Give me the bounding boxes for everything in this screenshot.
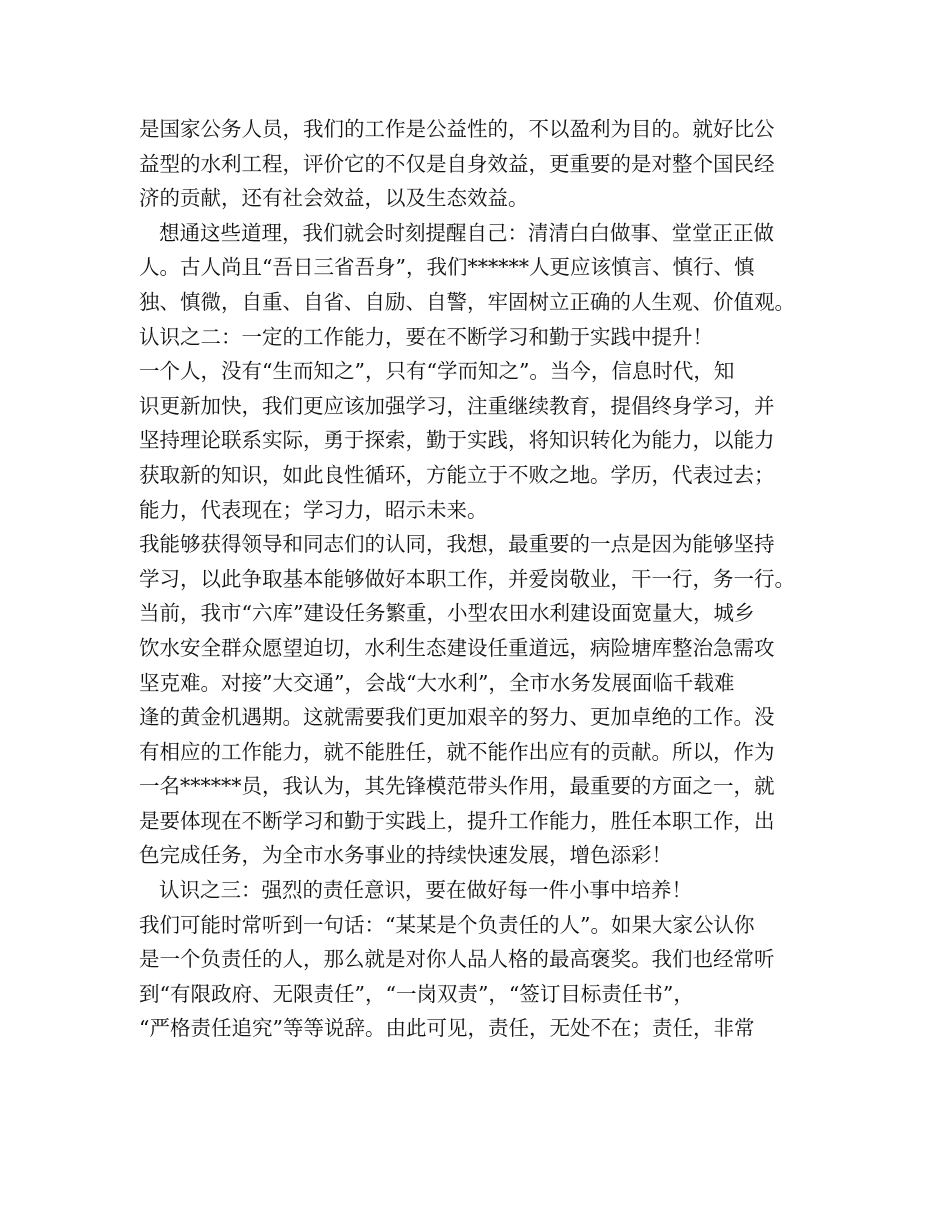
text-line: 我们可能时常听到一句话：“某某是个负责任的人”。如果大家公认你 xyxy=(139,912,755,937)
text-line: 独、慎微，自重、自省、自励、自警，牢固树立正确的人生观、价值观。 xyxy=(139,289,795,314)
text-line: 坚持理论联系实际，勇于探索，勤于实践，将知识转化为能力，以能力 xyxy=(139,428,775,453)
text-line: 色完成任务，为全市水务事业的持续快速发展，增色添彩！ xyxy=(139,843,672,868)
text-line: 是要体现在不断学习和勤于实践上，提升工作能力，胜任本职工作，出 xyxy=(139,808,775,833)
text-line: 一个人，没有“生而知之”，只有“学而知之”。当今，信息时代，知 xyxy=(139,359,735,384)
text-line: 济的贡献，还有社会效益，以及生态效益。 xyxy=(139,186,529,211)
text-line: 识更新加快，我们更应该加强学习，注重继续教育，提倡终身学习，并 xyxy=(139,393,775,418)
text-line: 逢的黄金机遇期。这就需要我们更加艰辛的努力、更加卓绝的工作。没 xyxy=(139,705,775,730)
text-line: 认识之二：一定的工作能力，要在不断学习和勤于实践中提升！ xyxy=(139,324,713,349)
document-page xyxy=(139,112,829,1046)
text-line: 是国家公务人员，我们的工作是公益性的，不以盈利为目的。就好比公 xyxy=(139,117,775,141)
text-line: 想通这些道理，我们就会时刻提醒自己：清清白白做事、堂堂正正做 xyxy=(159,220,774,245)
text-line: 坚克难。对接”大交通”，会战“大水利”，全市水务发展面临千载难 xyxy=(139,670,735,695)
text-line: 我能够获得领导和同志们的认同，我想，最重要的一点是因为能够坚持 xyxy=(139,532,775,557)
text-line: 认识之三：强烈的责任意识，要在做好每一件小事中培养！ xyxy=(159,878,692,903)
text-line: 益型的水利工程，评价它的不仅是自身效益，更重要的是对整个国民经 xyxy=(139,151,775,176)
text-line: 到“有限政府、无限责任”，“一岗双责”，“签订目标责任书”， xyxy=(139,981,694,1006)
text-line: 当前，我市“六库”建设任务繁重，小型农田水利建设面宽量大，城乡 xyxy=(139,601,755,626)
text-line: 能力，代表现在；学习力，昭示未来。 xyxy=(139,497,488,522)
text-line: 学习，以此争取基本能够做好本职工作，并爱岗敬业，干一行，务一行。 xyxy=(139,566,795,591)
text-line: 有相应的工作能力，就不能胜任，就不能作出应有的贡献。所以，作为 xyxy=(139,739,775,764)
text-line: 一名******员，我认为，其先锋模范带头作用，最重要的方面之一，就 xyxy=(139,774,775,799)
text-line: 饮水安全群众愿望迫切，水利生态建设任重道远，病险塘库整治急需攻 xyxy=(139,635,775,660)
text-line: “严格责任追究”等等说辞。由此可见，责任，无处不在；责任，非常 xyxy=(139,1016,755,1041)
text-line: 获取新的知识，如此良性循环，方能立于不败之地。学历，代表过去； xyxy=(139,462,775,487)
text-line: 是一个负责任的人，那么就是对你人品人格的最高褒奖。我们也经常听 xyxy=(139,947,775,972)
text-line: 人。古人尚且“吾日三省吾身”，我们******人更应该慎言、慎行、慎 xyxy=(139,255,755,280)
